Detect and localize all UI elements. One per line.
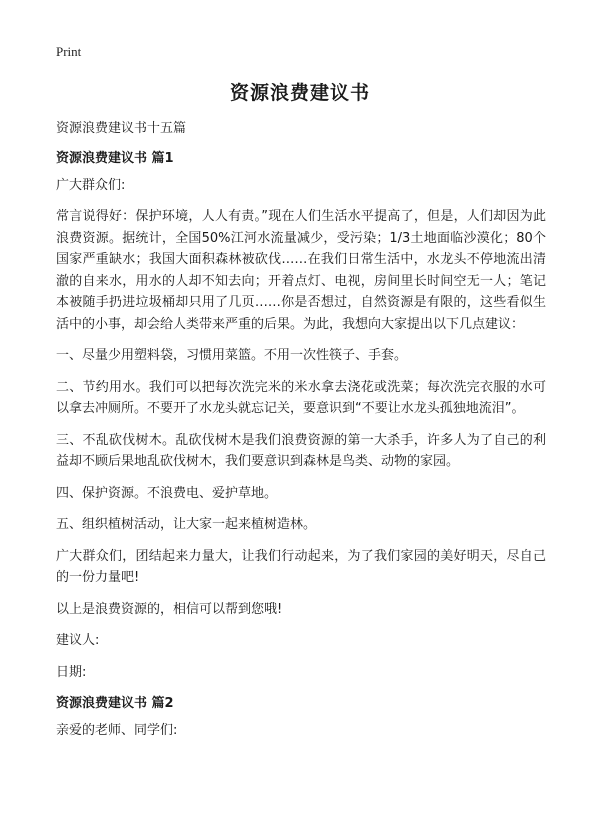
intro-paragraph: 常言说得好：保护环境，人人有责。”现在人们生活水平提高了，但是，人们却因为此浪费资源。据统计，全国50%江河水流量减少，受污染；1/3土地面临沙漠化；80个国家严重缺水；我国大面积森林被砍伐……在我们日常生活中，水龙头不停地流出清澈的自来水，用水的人却不知去向；开着点灯、电视，房间里长时间空无一人；笔记本被随手扔进垃圾桶却只用了几页……你是否想过，自然资源是有限的，这些看似生活中的小事，却会给人类带来严重的后果。为此，我想向大家提出以下几点建议： — [56, 209, 546, 332]
date-label: 日期: — [56, 664, 87, 680]
closing-paragraph: 广大群众们，团结起来力量大，让我们行动起来，为了我们家园的美好明天，尽自己的一份力量吧! — [56, 548, 546, 585]
suggestion-item-3: 三、不乱砍伐树木。乱砍伐树木是我们浪费资源的第一大杀手，许多人为了自己的利益却不顾后果地乱砍伐树木，我们要意识到森林是鸟类、动物的家园。 — [56, 432, 546, 469]
suggestion-item-1: 一、尽量少用塑料袋，习惯用菜篮。不用一次性筷子、手套。 — [56, 348, 408, 363]
section-heading-1: 资源浪费建议书 篇1 — [56, 151, 174, 166]
document-subtitle: 资源浪费建议书十五篇 — [56, 121, 187, 136]
suggestion-item-4: 四、保护资源。不浪费电、爱护草地。 — [56, 485, 278, 501]
salutation-1: 广大群众们: — [56, 178, 126, 193]
section-heading-2: 资源浪费建议书 篇2 — [56, 696, 174, 711]
document-body — [56, 118, 546, 742]
ending-line: 以上是浪费资源的，相信可以帮到您哦! — [56, 601, 283, 617]
page-title: 资源浪费建议书 — [229, 82, 370, 104]
signer-label: 建议人: — [56, 633, 100, 648]
print-label: Print — [56, 44, 82, 59]
suggestion-item-5: 五、组织植树活动，让大家一起来植树造林。 — [56, 517, 317, 532]
salutation-2: 亲爱的老师、同学们: — [56, 723, 178, 738]
suggestion-item-2: 二、节约用水。我们可以把每次洗完米的米水拿去浇花或洗菜；每次洗完衣服的水可以拿去冲厕所。不要开了水龙头就忘记关，要意识到“不要让水龙头孤独地流泪”。 — [56, 379, 546, 416]
